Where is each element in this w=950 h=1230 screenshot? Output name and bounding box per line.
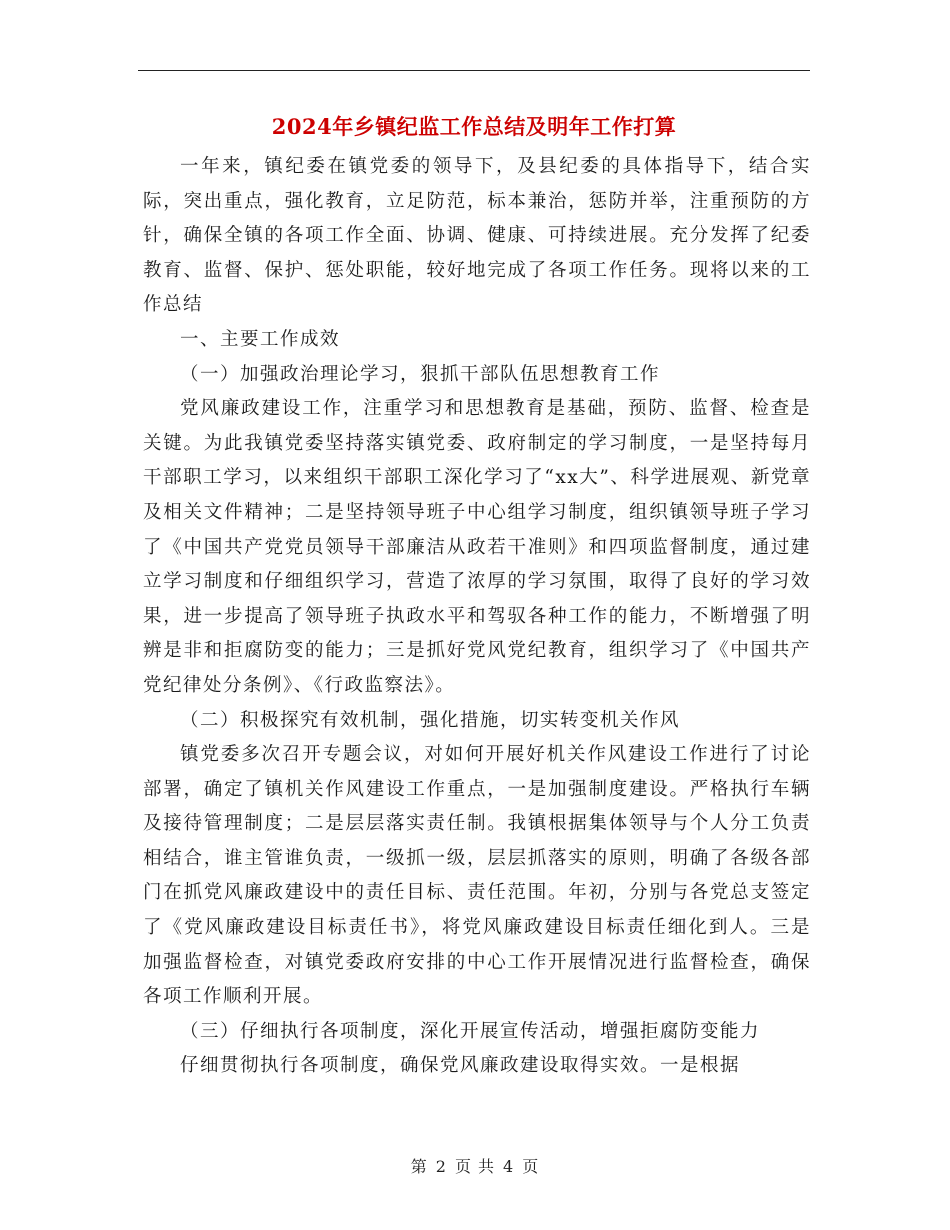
total-pages: 4 xyxy=(503,1157,515,1176)
document-body xyxy=(143,150,811,1084)
document-title: 2024年乡镇纪监工作总结及明年工作打算 xyxy=(271,114,677,139)
body-paragraph-2: 镇党委多次召开专题会议，对如何开展好机关作风建设工作进行了讨论部署，确定了镇机关作风建设工作重点，一是加强制度建设。严格执行车辆及接待管理制度；二是层层落实责任制。我镇根据集体领导与个人分工负责相结合，谁主管谁负责，一级抓一级，层层抓落实的原则，明确了各级各部门在抓党风廉政建设中的责任目标、责任范围。年初，分别与各党总支签定了《党风廉政建设目标责任书》，将党风廉政建设目标责任细化到人。三是加强监督检查，对镇党委政府安排的中心工作开展情况进行监督检查，确保各项工作顺利开展。 xyxy=(143,744,811,1008)
footer-prefix: 第 xyxy=(410,1157,428,1176)
body-paragraph-3: 仔细贯彻执行各项制度，确保党风廉政建设取得实效。一是根据 xyxy=(180,1055,741,1077)
subsection-heading-2: （二）积极探究有效机制，强化措施，切实转变机关作风 xyxy=(180,709,681,731)
body-paragraph-1: 党风廉政建设工作，注重学习和思想教育是基础，预防、监督、检查是关键。为此我镇党委坚持落实镇党委、政府制定的学习制度，一是坚持每月干部职工学习，以来组织干部职工深化学习了“xx大”、科学进展观、新党章及相关文件精神；二是坚持领导班子中心组学习制度，组织镇领导班子学习了《中国共产党党员领导干部廉洁从政若干准则》和四项监督制度，通过建立学习制度和仔细组织学习，营造了浓厚的学习氛围，取得了良好的学习效果，进一步提高了领导班子执政水平和驾驭各种工作的能力，不断增强了明辨是非和拒腐防变的能力；三是抓好党风党纪教育，组织学习了《中国共产党纪律处分条例》、《行政监察法》。 xyxy=(143,398,811,696)
subsection-heading-3: （三）仔细执行各项制度，深化开展宣传活动，增强拒腐防变能力 xyxy=(180,1020,761,1042)
intro-paragraph: 一年来，镇纪委在镇党委的领导下，及县纪委的具体指导下，结合实际，突出重点，强化教育，立足防范，标本兼治，惩防并举，注重预防的方针，确保全镇的各项工作全面、协调、健康、可持续进展。充分发挥了纪委教育、监督、保护、惩处职能，较好地完成了各项工作任务。现将以来的工作总结 xyxy=(143,156,811,316)
header-rule xyxy=(138,70,810,71)
subsection-heading-1: （一）加强政治理论学习，狠抓干部队伍思想教育工作 xyxy=(180,363,661,385)
footer-suffix: 页 xyxy=(522,1157,540,1176)
footer-middle: 页 共 xyxy=(454,1157,496,1176)
page-number: 2 xyxy=(435,1157,447,1176)
page-footer xyxy=(0,1154,950,1177)
section-heading-1: 一、主要工作成效 xyxy=(180,328,341,350)
